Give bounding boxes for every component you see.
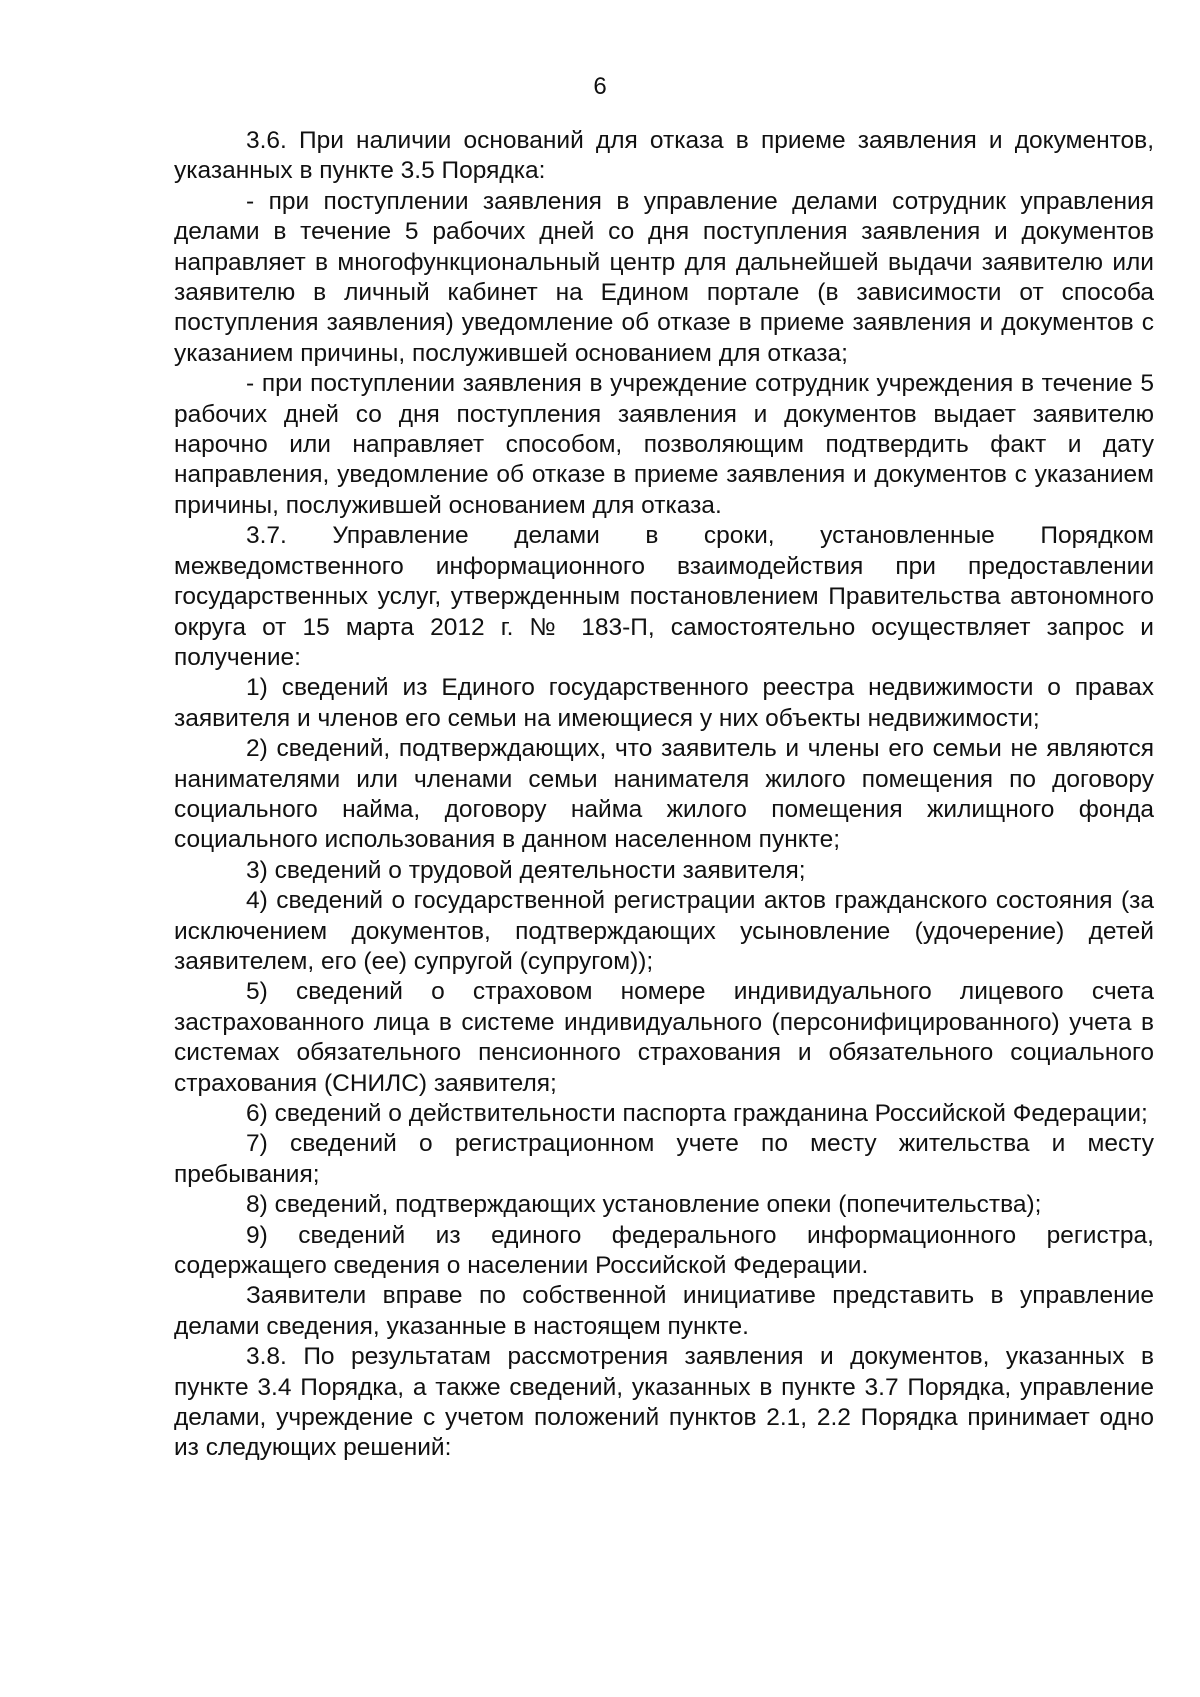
list-item-6: 6) сведений о действительности паспорта гражданина Российской Федерации; [246,1100,1148,1127]
paragraph-3-7: 3.7. Управление делами в сроки, установленные Порядком межведомственного информационного взаимодействия при предоставлении государственных услуг, утвержденным постановлением Правительства автономного округа от 15 марта 2012 г. № 183-П, самостоятельно осуществляет запрос и получение: [174,522,1154,671]
list-item-2: 2) сведений, подтверждающих, что заявитель и члены его семьи не являются нанимателями или членами семьи нанимателя жилого помещения по договору социального найма, договору найма жилого помещения жилищного фонда социального использования в данном населенном пункте; [174,735,1154,854]
paragraph-3-6: 3.6. При наличии оснований для отказа в приеме заявления и документов, указанных в пункте 3.5 Порядка: [174,127,1154,185]
list-item-3: 3) сведений о трудовой деятельности заявителя; [246,856,806,884]
paragraph-institution-receipt: - при поступлении заявления в учреждение сотрудник учреждения в течение 5 рабочих дней со дня поступления заявления и документов выдает заявителю нарочно или направляет способом, позволяющим подтвердить факт и дату направления, уведомление об отказе в приеме заявления и документов с указанием причины, послужившей основанием для отказа. [174,370,1154,519]
paragraph-applicant-initiative: Заявители вправе по собственной инициативе представить в управление делами сведения, указанные в настоящем пункте. [174,1282,1154,1340]
list-item-1: 1) сведений из Единого государственного реестра недвижимости о правах заявителя и членов его семьи на имеющиеся у них объекты недвижимости; [174,674,1154,732]
paragraph-3-8: 3.8. По результатам рассмотрения заявления и документов, указанных в пункте 3.4 Порядка, а также сведений, указанных в пункте 3.7 Порядка, управление делами, учреждение с учетом положений пунктов 2.1, 2.2 Порядка принимает одно из следующих решений: [174,1343,1154,1462]
list-item-8: 8) сведений, подтверждающих установление опеки (попечительства); [246,1191,1042,1219]
paragraph-management-receipt: - при поступлении заявления в управление делами сотрудник управления делами в течение 5 рабочих дней со дня поступления заявления и документов направляет в многофункциональный центр для дальнейшей выдачи заявителю или заявителю в личный кабинет на Едином портале (в зависимости от способа поступления заявления) уведомление об отказе в приеме заявления и документов с указанием причины, послужившей основанием для отказа; [174,187,1154,367]
document-body [174,126,1154,1464]
list-item-5: 5) сведений о страховом номере индивидуального лицевого счета застрахованного лица в системе индивидуального (персонифицированного) учета в системах обязательного пенсионного страхования и обязательного социального страхования (СНИЛС) заявителя; [174,978,1154,1097]
list-item-4: 4) сведений о государственной регистрации актов гражданского состояния (за исключением документов, подтверждающих усыновление (удочерение) детей заявителем, его (ее) супругой (супругом)); [174,887,1154,975]
list-item-9: 9) сведений из единого федерального информационного регистра, содержащего сведения о населении Российской Федерации. [174,1221,1154,1280]
page-number: 6 [593,73,607,100]
list-item-7: 7) сведений о регистрационном учете по месту жительства и месту пребывания; [174,1130,1154,1188]
